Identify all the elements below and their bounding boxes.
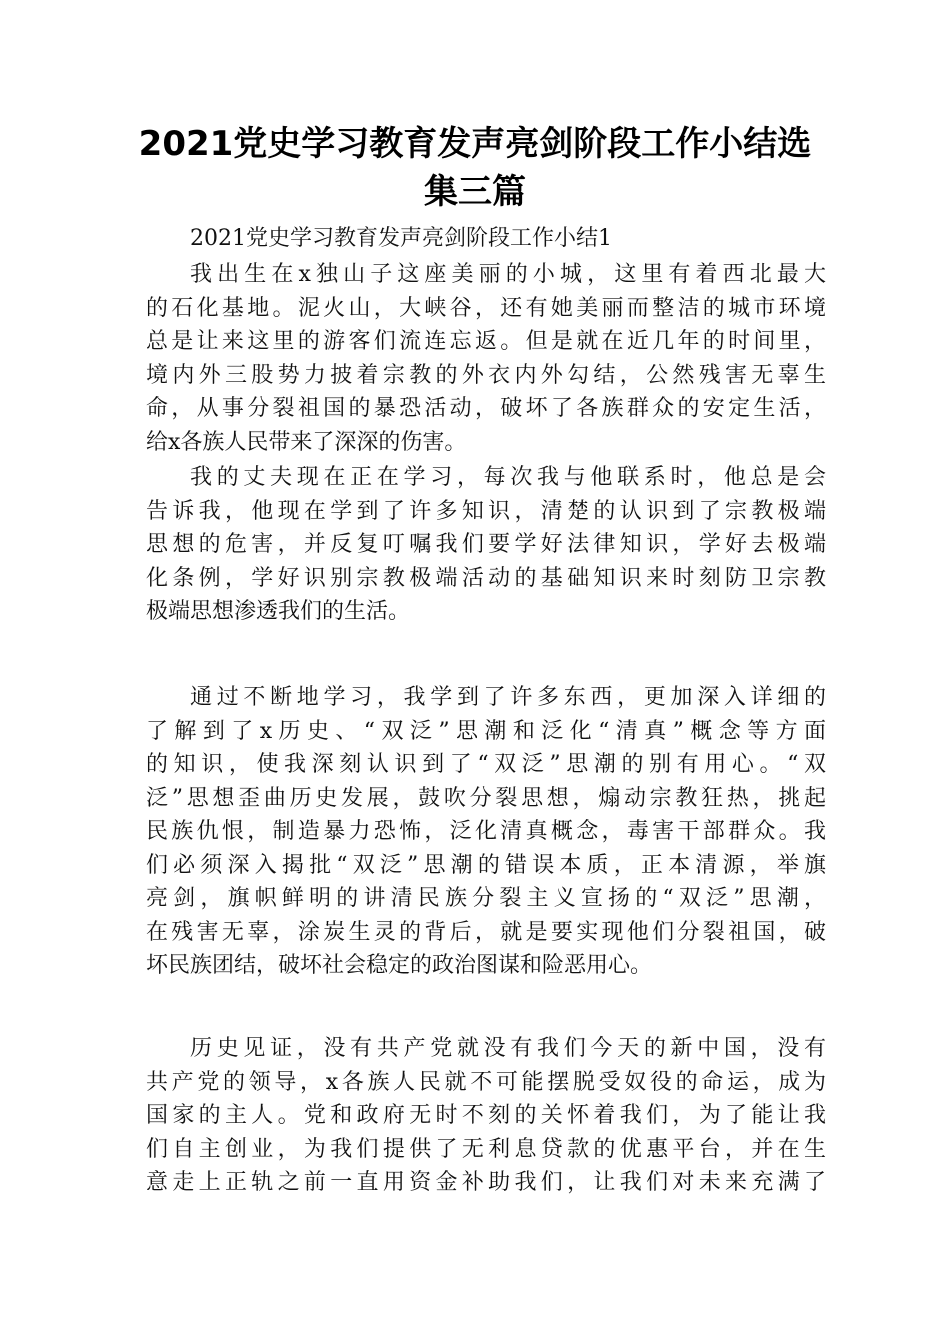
paragraph-line: 的石化基地。泥火山，大峡谷，还有她美丽而整洁的城市环境 (146, 295, 826, 321)
paragraph-line: 极端思想渗透我们的生活。 (146, 599, 411, 624)
paragraph-line: 化条例，学好识别宗教极端活动的基础知识来时刻防卫宗教 (146, 565, 826, 591)
document-title-line-2: 集三篇 (424, 172, 526, 212)
paragraph-line: 通过不断地学习，我学到了许多东西，更加深入详细的 (190, 685, 826, 710)
paragraph-line: 我出生在x独山子这座美丽的小城，这里有着西北最大 (190, 262, 826, 287)
paragraph-line: 亮剑，旗帜鲜明的讲清民族分裂主义宣扬的“双泛”思潮， (146, 886, 826, 911)
document-title-line-1: 2021党史学习教育发声亮剑阶段工作小结选 (138, 124, 812, 164)
paragraph-line: 坏民族团结，破坏社会稳定的政治图谋和险恶用心。 (146, 953, 653, 978)
paragraph-line: 共产党的领导，x各族人民就不可能摆脱受奴役的命运，成为 (146, 1069, 826, 1095)
paragraph-line: 给x各族人民带来了深深的伤害。 (146, 429, 467, 455)
paragraph-4 (146, 1032, 826, 1200)
paragraph-line: 意走上正轨之前一直用资金补助我们，让我们对未来充满了 (146, 1170, 826, 1195)
paragraph-line: 们自主创业，为我们提供了无利息贷款的优惠平台，并在生 (146, 1136, 826, 1162)
paragraph-line: 我的丈夫现在正在学习，每次我与他联系时，他总是会 (190, 465, 826, 490)
paragraph-1 (146, 258, 826, 459)
paragraph-line: 思想的危害，并反复叮嘱我们要学好法律知识，学好去极端 (146, 532, 826, 557)
paragraph-line: 泛”思想歪曲历史发展，鼓吹分裂思想，煽动宗教狂热，挑起 (146, 785, 826, 811)
paragraph-line: 的知识，使我深刻认识到了“双泛”思潮的别有用心。“双 (146, 752, 826, 777)
paragraph-line: 国家的主人。党和政府无时不刻的关怀着我们，为了能让我 (146, 1103, 826, 1128)
paragraph-2 (146, 461, 826, 629)
paragraph-line: 总是让来这里的游客们流连忘返。但是就在近几年的时间里， (146, 329, 826, 354)
section-subtitle: 2021党史学习教育发声亮剑阶段工作小结1 (190, 226, 612, 251)
paragraph-line: 告诉我，他现在学到了许多知识，清楚的认识到了宗教极端 (146, 498, 826, 524)
paragraph-line: 境内外三股势力披着宗教的外衣内外勾结，公然残害无辜生 (146, 362, 826, 388)
paragraph-line: 们必须深入揭批“双泛”思潮的错误本质，正本清源，举旗 (146, 852, 826, 878)
paragraph-line: 了解到了x历史、“双泛”思潮和泛化“清真”概念等方面 (146, 718, 826, 744)
paragraph-line: 在残害无辜，涂炭生灵的背后，就是要实现他们分裂祖国，破 (146, 919, 826, 945)
paragraph-line: 民族仇恨，制造暴力恐怖，泛化清真概念，毒害干部群众。我 (146, 819, 826, 844)
paragraph-line: 历史见证，没有共产党就没有我们今天的新中国，没有 (190, 1036, 826, 1061)
paragraph-3 (146, 681, 826, 983)
paragraph-line: 命，从事分裂祖国的暴恐活动，破坏了各族群众的安定生活， (146, 396, 826, 421)
